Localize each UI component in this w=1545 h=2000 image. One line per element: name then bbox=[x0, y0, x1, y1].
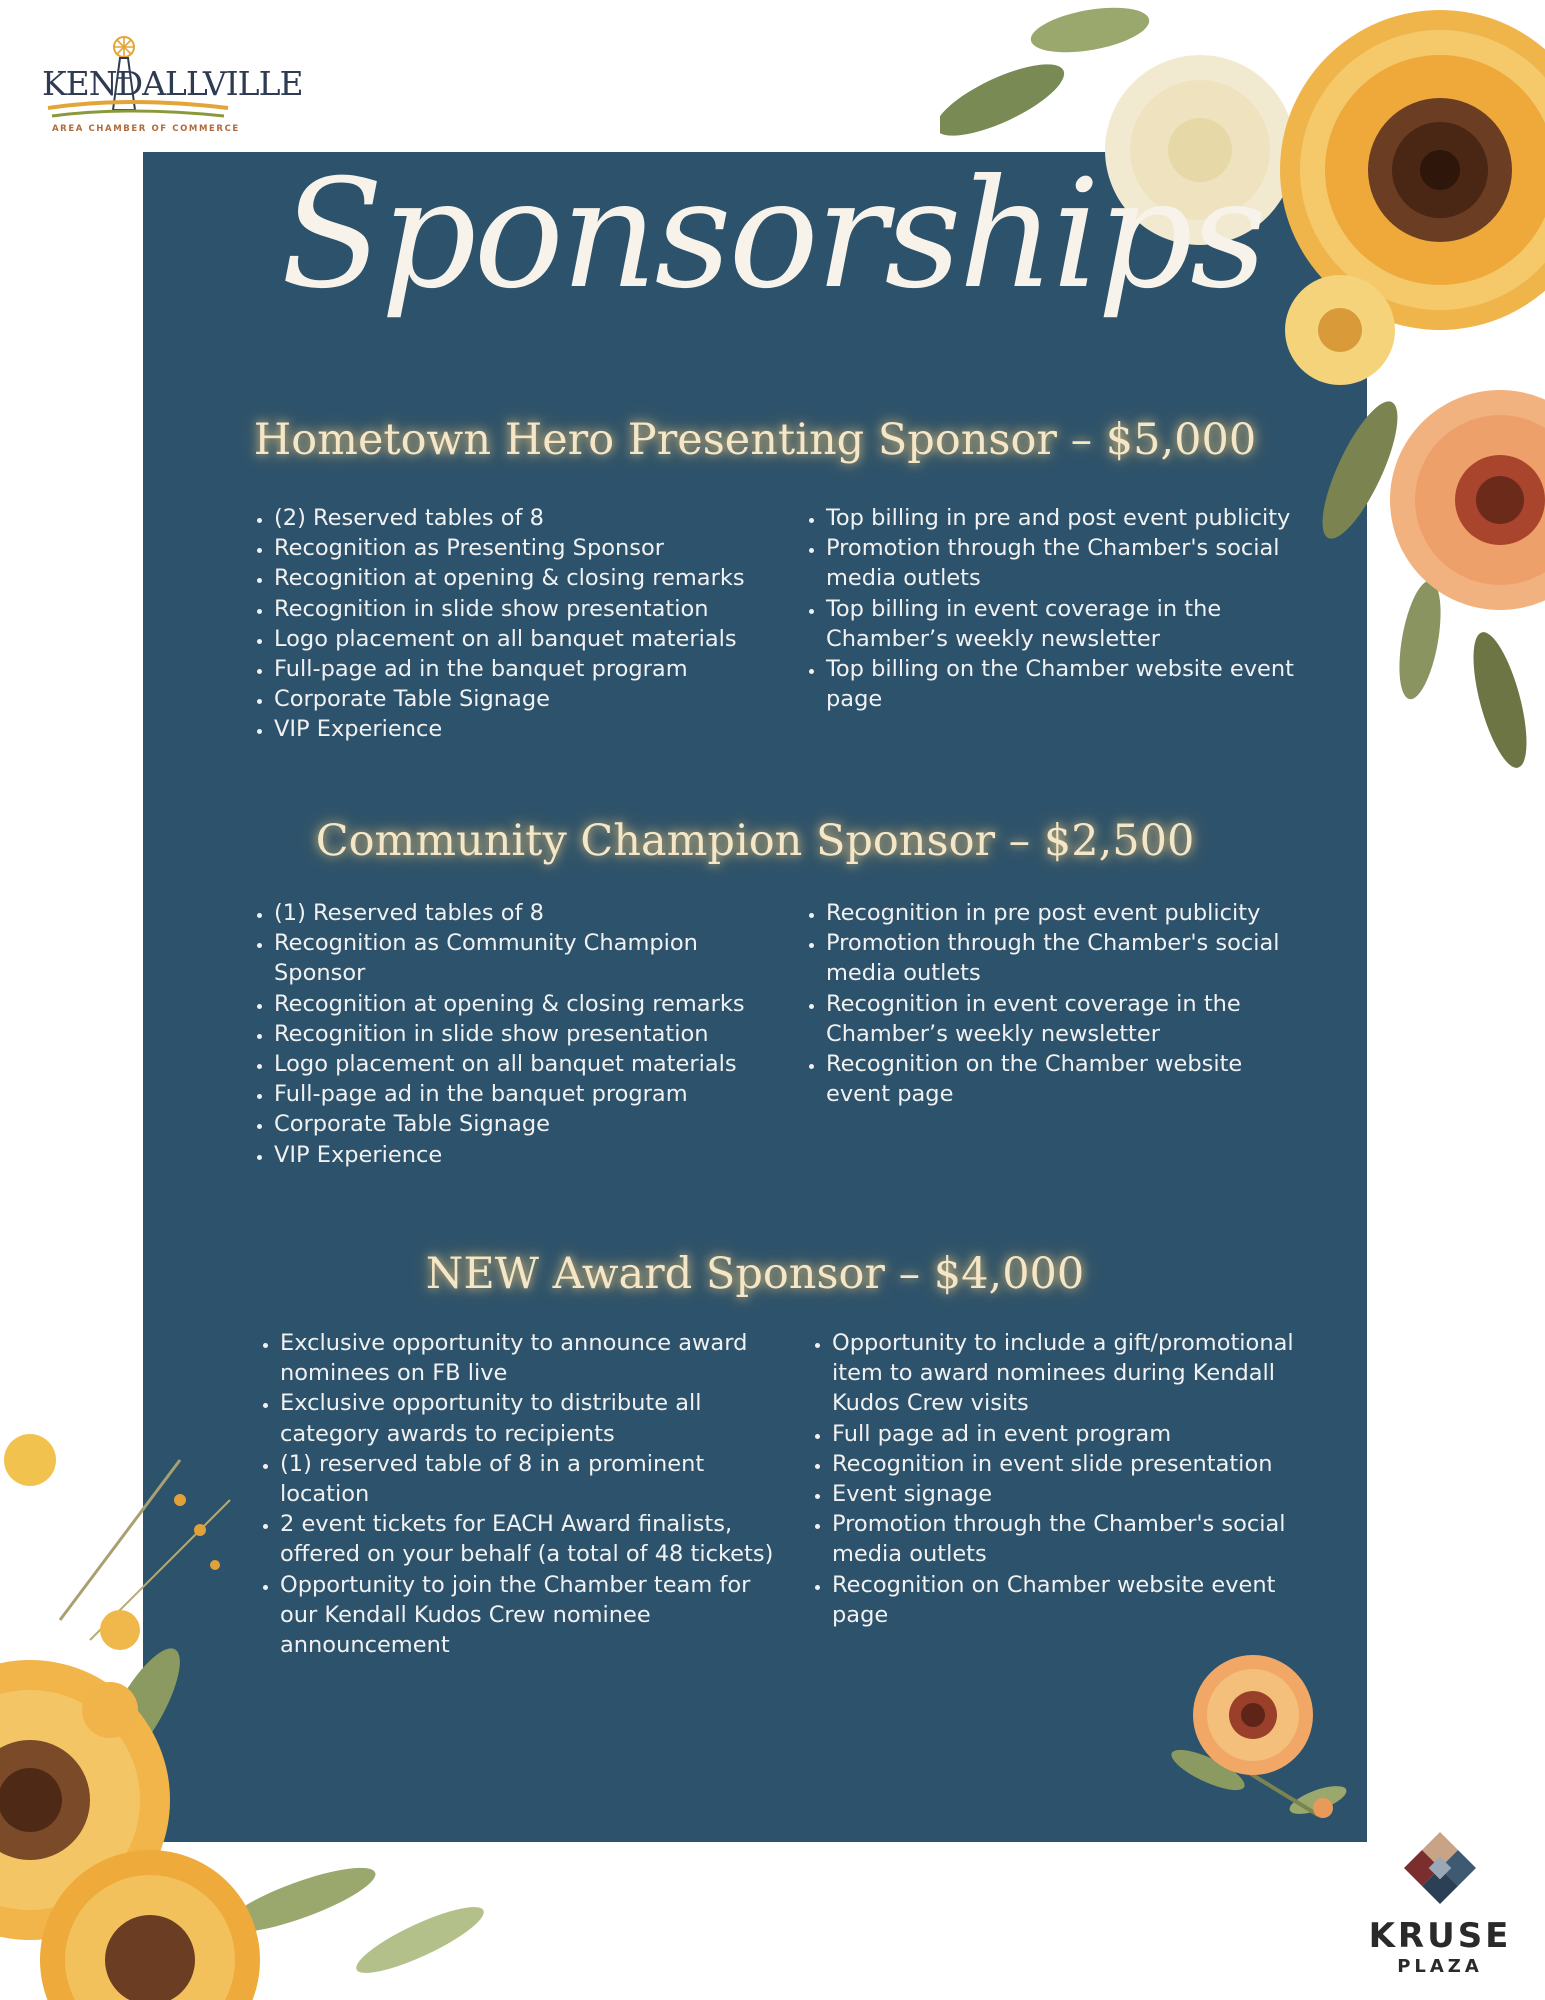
small-sunflower-icon bbox=[1168, 1650, 1348, 1825]
heading-community-champion: Community Champion Sponsor – $2,500 bbox=[315, 816, 1195, 866]
kruse-diamond-icon bbox=[1402, 1830, 1478, 1906]
list-item: • Top billing on the Chamber website event page bbox=[826, 654, 1326, 714]
page-title: Sponsorships bbox=[280, 148, 1265, 322]
list-item: • VIP Experience bbox=[274, 1140, 784, 1170]
list-item: • Event signage bbox=[832, 1479, 1332, 1509]
kendallville-wordmark: KENDALLVILLE bbox=[42, 64, 303, 103]
list-item: • Recognition at opening & closing remarks bbox=[274, 989, 784, 1019]
list-item: • Opportunity to include a gift/promotional item to award nominees during Kendall Kudos Crew visits bbox=[832, 1328, 1332, 1419]
chamber-subtitle: AREA CHAMBER OF COMMERCE bbox=[52, 124, 240, 134]
list-item: • Promotion through the Chamber's social media outlets bbox=[826, 928, 1306, 988]
list-item: • Full page ad in event program bbox=[832, 1419, 1332, 1449]
list-item: • Full-page ad in the banquet program bbox=[274, 654, 784, 684]
list-item: • Exclusive opportunity to announce award nominees on FB live bbox=[280, 1328, 790, 1388]
list-item: • Exclusive opportunity to distribute all category awards to recipients bbox=[280, 1388, 790, 1448]
list-item: • Recognition as Presenting Sponsor bbox=[274, 533, 784, 563]
list-item: • Recognition on Chamber website event page bbox=[832, 1570, 1332, 1630]
list-item: • Recognition at opening & closing remarks bbox=[274, 563, 784, 593]
list-item: • Top billing in pre and post event publicity bbox=[826, 503, 1326, 533]
list-item: • Recognition in pre post event publicity bbox=[826, 898, 1306, 928]
heading-award-sponsor: NEW Award Sponsor – $4,000 bbox=[425, 1249, 1085, 1299]
award-sponsor-benefits-right bbox=[804, 1328, 1332, 1630]
kruse-plaza-logo bbox=[1350, 1830, 1530, 1980]
list-item: • (1) Reserved tables of 8 bbox=[274, 898, 784, 928]
community-champion-benefits-left bbox=[246, 898, 784, 1170]
list-item: • Recognition in event slide presentation bbox=[832, 1449, 1332, 1479]
award-sponsor-benefits-left bbox=[252, 1328, 790, 1660]
community-champion-benefits-right bbox=[798, 898, 1306, 1109]
list-item: • Corporate Table Signage bbox=[274, 684, 784, 714]
heading-hometown-hero: Hometown Hero Presenting Sponsor – $5,000 bbox=[253, 415, 1257, 465]
list-item: • Full-page ad in the banquet program bbox=[274, 1079, 784, 1109]
hometown-hero-benefits-right bbox=[798, 503, 1326, 714]
list-item: • Corporate Table Signage bbox=[274, 1109, 784, 1139]
kruse-wordmark: KRUSE bbox=[1368, 1916, 1512, 1956]
list-item: • Promotion through the Chamber's social media outlets bbox=[832, 1509, 1332, 1569]
list-item: • (1) reserved table of 8 in a prominent location bbox=[280, 1449, 790, 1509]
list-item: • Top billing in event coverage in the Chamber’s weekly newsletter bbox=[826, 594, 1326, 654]
list-item: • 2 event tickets for EACH Award finalists, offered on your behalf (a total of 48 tickets) bbox=[280, 1509, 790, 1569]
list-item: • Recognition in slide show presentation bbox=[274, 594, 784, 624]
list-item: • Recognition in event coverage in the Chamber’s weekly newsletter bbox=[826, 989, 1306, 1049]
list-item: • Logo placement on all banquet materials bbox=[274, 1049, 784, 1079]
list-item: • (2) Reserved tables of 8 bbox=[274, 503, 784, 533]
list-item: • VIP Experience bbox=[274, 714, 784, 744]
list-item: • Opportunity to join the Chamber team for our Kendall Kudos Crew nominee announcement bbox=[280, 1570, 790, 1661]
kendallville-logo bbox=[38, 30, 303, 140]
plaza-subtitle: PLAZA bbox=[1397, 1956, 1483, 1977]
list-item: • Logo placement on all banquet materials bbox=[274, 624, 784, 654]
list-item: • Promotion through the Chamber's social media outlets bbox=[826, 533, 1326, 593]
list-item: • Recognition as Community Champion Sponsor bbox=[274, 928, 784, 988]
list-item: • Recognition in slide show presentation bbox=[274, 1019, 784, 1049]
list-item: • Recognition on the Chamber website event page bbox=[826, 1049, 1306, 1109]
hometown-hero-benefits-left bbox=[246, 503, 784, 745]
